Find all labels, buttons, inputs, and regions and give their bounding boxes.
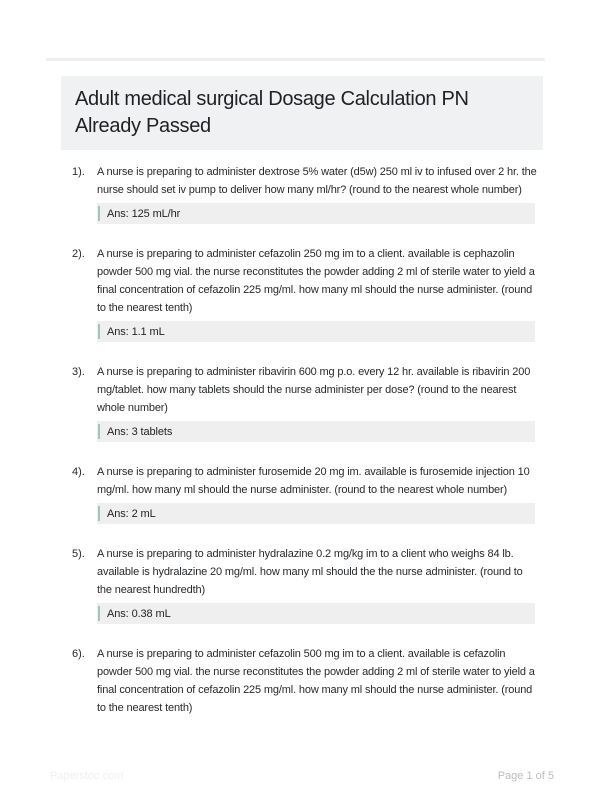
question-text: A nurse is preparing to administer cefazolin 500 mg im to a client. available is cefazolin powder 500 mg vial. the nurse reconstitutes the powder adding 2 ml of sterile water to yield a final concentration of cefazolin 225 mg/ml. how many ml should the nurse administer. (round to the nearest tenth) <box>97 648 535 714</box>
question-item <box>72 363 540 442</box>
question-item <box>72 463 540 524</box>
answer-accent-bar-icon <box>98 506 100 521</box>
question-item <box>72 645 540 717</box>
answer-box <box>97 421 535 442</box>
question-item <box>72 163 540 224</box>
footer-page-number: Page 1 of 5 <box>497 770 554 782</box>
answer-accent-bar-icon <box>98 606 100 621</box>
question-number: 4). <box>72 466 85 478</box>
question-number: 6). <box>72 648 85 660</box>
answer-box <box>97 603 535 624</box>
answer-box <box>97 503 535 524</box>
answer-text: Ans: 125 mL/hr <box>107 207 181 220</box>
question-number: 3). <box>72 366 85 378</box>
question-number: 1). <box>72 166 85 178</box>
question-text: A nurse is preparing to administer ribavirin 600 mg p.o. every 12 hr. available is ribavirin 200 mg/tablet. how many tablets should the nurse administer per dose? (round to the nearest whole number) <box>97 366 531 414</box>
page-title: Adult medical surgical Dosage Calculation PN Already Passed <box>75 88 469 137</box>
answer-text: Ans: 0.38 mL <box>107 607 171 620</box>
question-text: A nurse is preparing to administer furosemide 20 mg im. available is furosemide injection 10 mg/ml. how many ml should the nurse administer. (round to the nearest whole number) <box>97 466 530 496</box>
answer-accent-bar-icon <box>98 424 100 439</box>
question-text: A nurse is preparing to administer cefazolin 250 mg im to a client. available is cephazolin powder 500 mg vial. the nurse reconstitutes the powder adding 2 ml of sterile water to yield a final concentration of cefazolin 225 mg/ml. how many ml should the nurse administer. (round to the nearest tenth) <box>97 248 535 314</box>
question-item <box>72 545 540 624</box>
answer-box <box>97 203 535 224</box>
answer-accent-bar-icon <box>98 324 100 339</box>
answer-text: Ans: 1.1 mL <box>107 325 165 338</box>
answer-box <box>97 321 535 342</box>
question-number: 5). <box>72 548 85 560</box>
question-text: A nurse is preparing to administer dextrose 5% water (d5w) 250 ml iv to infused over 2 hr. the nurse should set iv pump to deliver how many ml/hr? (round to the nearest whole number) <box>97 166 537 196</box>
question-number: 2). <box>72 248 85 260</box>
top-divider <box>46 58 545 61</box>
answer-text: Ans: 3 tablets <box>107 425 173 438</box>
question-text: A nurse is preparing to administer hydralazine 0.2 mg/kg im to a client who weighs 84 lb. available is hydralazine 20 mg/ml. how many ml should the the nurse administer. (round to the nearest hundredth) <box>97 548 523 596</box>
footer-watermark: Paperstoc.com <box>50 770 124 782</box>
title-box <box>61 76 543 150</box>
answer-accent-bar-icon <box>98 206 100 221</box>
answer-text: Ans: 2 mL <box>107 507 156 520</box>
question-item <box>72 245 540 342</box>
question-list <box>72 163 540 738</box>
